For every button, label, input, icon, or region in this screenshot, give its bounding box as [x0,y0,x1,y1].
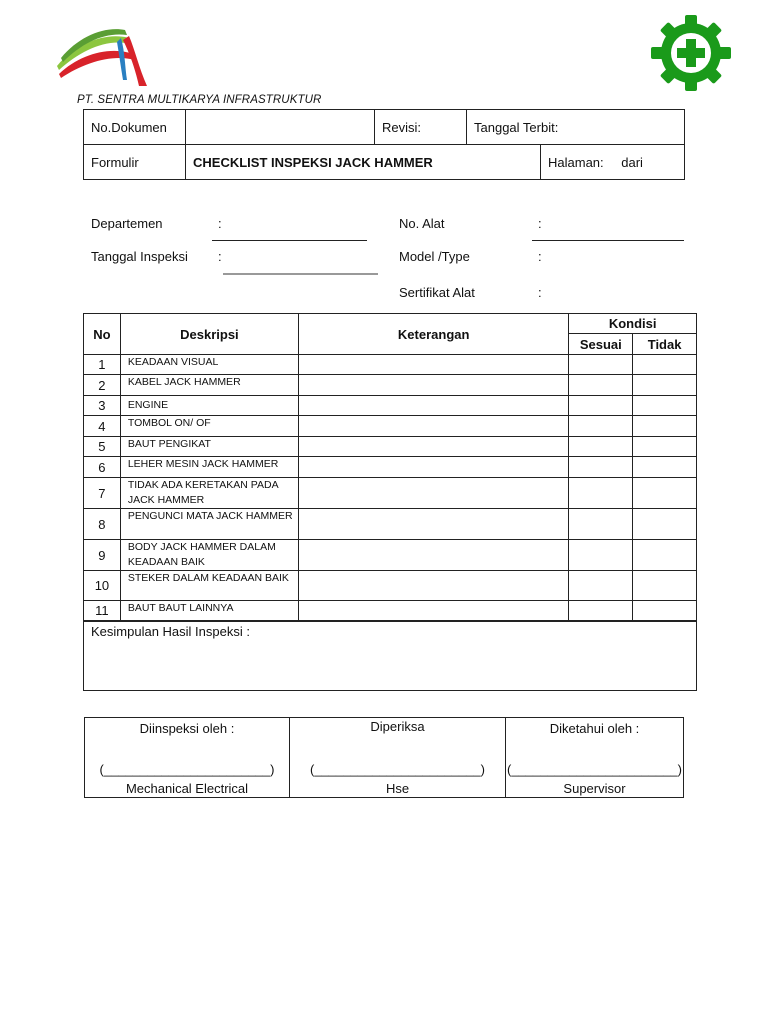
row-keterangan-cell[interactable] [298,375,568,396]
table-row [84,571,697,601]
row-keterangan-cell[interactable] [298,601,568,621]
row-sesuai-cell[interactable] [569,478,633,509]
model-type-label: Model /Type [399,249,470,264]
row-tidak-cell[interactable] [633,540,697,571]
header-sesuai: Sesuai [569,334,633,355]
row-sesuai-cell[interactable] [569,457,633,478]
row-tidak-cell[interactable] [633,375,697,396]
row-no: 9 [84,540,121,571]
company-logo [55,24,150,89]
row-desc: TIDAK ADA KERETAKAN PADA JACK HAMMER [120,478,298,509]
row-tidak-cell[interactable] [633,478,697,509]
no-alat-label: No. Alat [399,216,445,231]
row-desc: BODY JACK HAMMER DALAM KEADAAN BAIK [120,540,298,571]
row-tidak-cell[interactable] [633,437,697,457]
row-keterangan-cell[interactable] [298,355,568,375]
row-tidak-cell[interactable] [633,601,697,621]
row-no: 6 [84,457,121,478]
row-sesuai-cell[interactable] [569,375,633,396]
row-sesuai-cell[interactable] [569,355,633,375]
tanggal-inspeksi-colon: : [218,249,222,264]
document-header-table [83,109,685,180]
row-tidak-cell[interactable] [633,416,697,437]
inspector-role: Mechanical Electrical [125,781,249,796]
row-keterangan-cell[interactable] [298,416,568,437]
row-no: 11 [84,601,121,621]
row-sesuai-cell[interactable] [569,416,633,437]
row-keterangan-cell[interactable] [298,457,568,478]
signature-supervisor[interactable] [506,718,684,798]
row-sesuai-cell[interactable] [569,571,633,601]
signature-table [84,717,684,798]
checker-role: Hse [385,781,410,796]
dari-label: dari [621,154,643,170]
row-no: 2 [84,375,121,396]
row-tidak-cell[interactable] [633,355,697,375]
table-row [84,540,697,571]
signature-checker[interactable] [290,718,506,798]
row-keterangan-cell[interactable] [298,540,568,571]
row-desc: TOMBOL ON/ OF [120,416,298,437]
row-keterangan-cell[interactable] [298,437,568,457]
inspector-sign-line: (_______________________) [99,762,275,777]
row-desc: LEHER MESIN JACK HAMMER [120,457,298,478]
row-sesuai-cell[interactable] [569,509,633,540]
departemen-underline[interactable] [212,240,367,241]
supervisor-title: Diketahui oleh : [549,721,640,736]
table-row [84,437,697,457]
row-sesuai-cell[interactable] [569,601,633,621]
table-row [84,416,697,437]
row-tidak-cell[interactable] [633,571,697,601]
row-keterangan-cell[interactable] [298,478,568,509]
row-keterangan-cell[interactable] [298,396,568,416]
row-keterangan-cell[interactable] [298,509,568,540]
checker-sign-line: (_______________________) [310,762,485,777]
table-row [84,375,697,396]
row-tidak-cell[interactable] [633,396,697,416]
table-row [84,601,697,621]
row-desc: BAUT BAUT LAINNYA [120,601,298,621]
row-keterangan-cell[interactable] [298,571,568,601]
company-name: PT. SENTRA MULTIKARYA INFRASTRUKTUR [77,94,322,106]
row-desc: KEADAAN VISUAL [120,355,298,375]
model-type-colon: : [538,249,542,264]
row-no: 8 [84,509,121,540]
table-row [84,478,697,509]
checklist-table [83,313,697,621]
halaman-label: Halaman: [548,154,604,170]
tanggal-terbit-label: Tanggal Terbit: [467,110,685,145]
header-tidak: Tidak [633,334,697,355]
no-dokumen-label: No.Dokumen [84,110,186,145]
table-row [84,457,697,478]
header-deskripsi: Deskripsi [120,314,298,355]
checker-title: Diperiksa [370,719,425,734]
row-sesuai-cell[interactable] [569,437,633,457]
conclusion-box[interactable] [83,621,697,691]
row-no: 7 [84,478,121,509]
no-dokumen-value [186,110,375,145]
row-desc: KABEL JACK HAMMER [120,375,298,396]
no-alat-colon: : [538,216,542,231]
tanggal-inspeksi-underline[interactable] [223,273,378,275]
row-no: 10 [84,571,121,601]
sertifikat-colon: : [538,285,542,300]
header-kondisi: Kondisi [569,314,697,334]
conclusion-label: Kesimpulan Hasil Inspeksi : [91,624,250,639]
row-no: 1 [84,355,121,375]
table-row [84,509,697,540]
row-tidak-cell[interactable] [633,457,697,478]
header-keterangan: Keterangan [298,314,568,355]
row-no: 5 [84,437,121,457]
table-row [84,355,697,375]
inspector-title: Diinspeksi oleh : [139,721,235,736]
signature-inspector[interactable] [85,718,290,798]
header-no: No [84,314,121,355]
row-desc: PENGUNCI MATA JACK HAMMER [120,509,298,540]
tanggal-inspeksi-label: Tanggal Inspeksi [91,249,188,264]
supervisor-sign-line: (_______________________) [507,762,682,777]
halaman-cell [541,145,685,180]
k3-safety-gear-icon [648,13,734,93]
row-desc: BAUT PENGIKAT [120,437,298,457]
row-no: 3 [84,396,121,416]
departemen-colon: : [218,216,222,231]
revisi-label: Revisi: [375,110,467,145]
formulir-value: CHECKLIST INSPEKSI JACK HAMMER [186,145,541,180]
no-alat-underline[interactable] [532,240,684,241]
row-desc: ENGINE [120,396,298,416]
row-desc: STEKER DALAM KEADAAN BAIK [120,571,298,601]
row-no: 4 [84,416,121,437]
row-sesuai-cell[interactable] [569,540,633,571]
departemen-label: Departemen [91,216,163,231]
formulir-label: Formulir [84,145,186,180]
sertifikat-label: Sertifikat Alat [399,285,475,300]
row-tidak-cell[interactable] [633,509,697,540]
supervisor-role: Supervisor [563,781,626,796]
table-row [84,396,697,416]
row-sesuai-cell[interactable] [569,396,633,416]
